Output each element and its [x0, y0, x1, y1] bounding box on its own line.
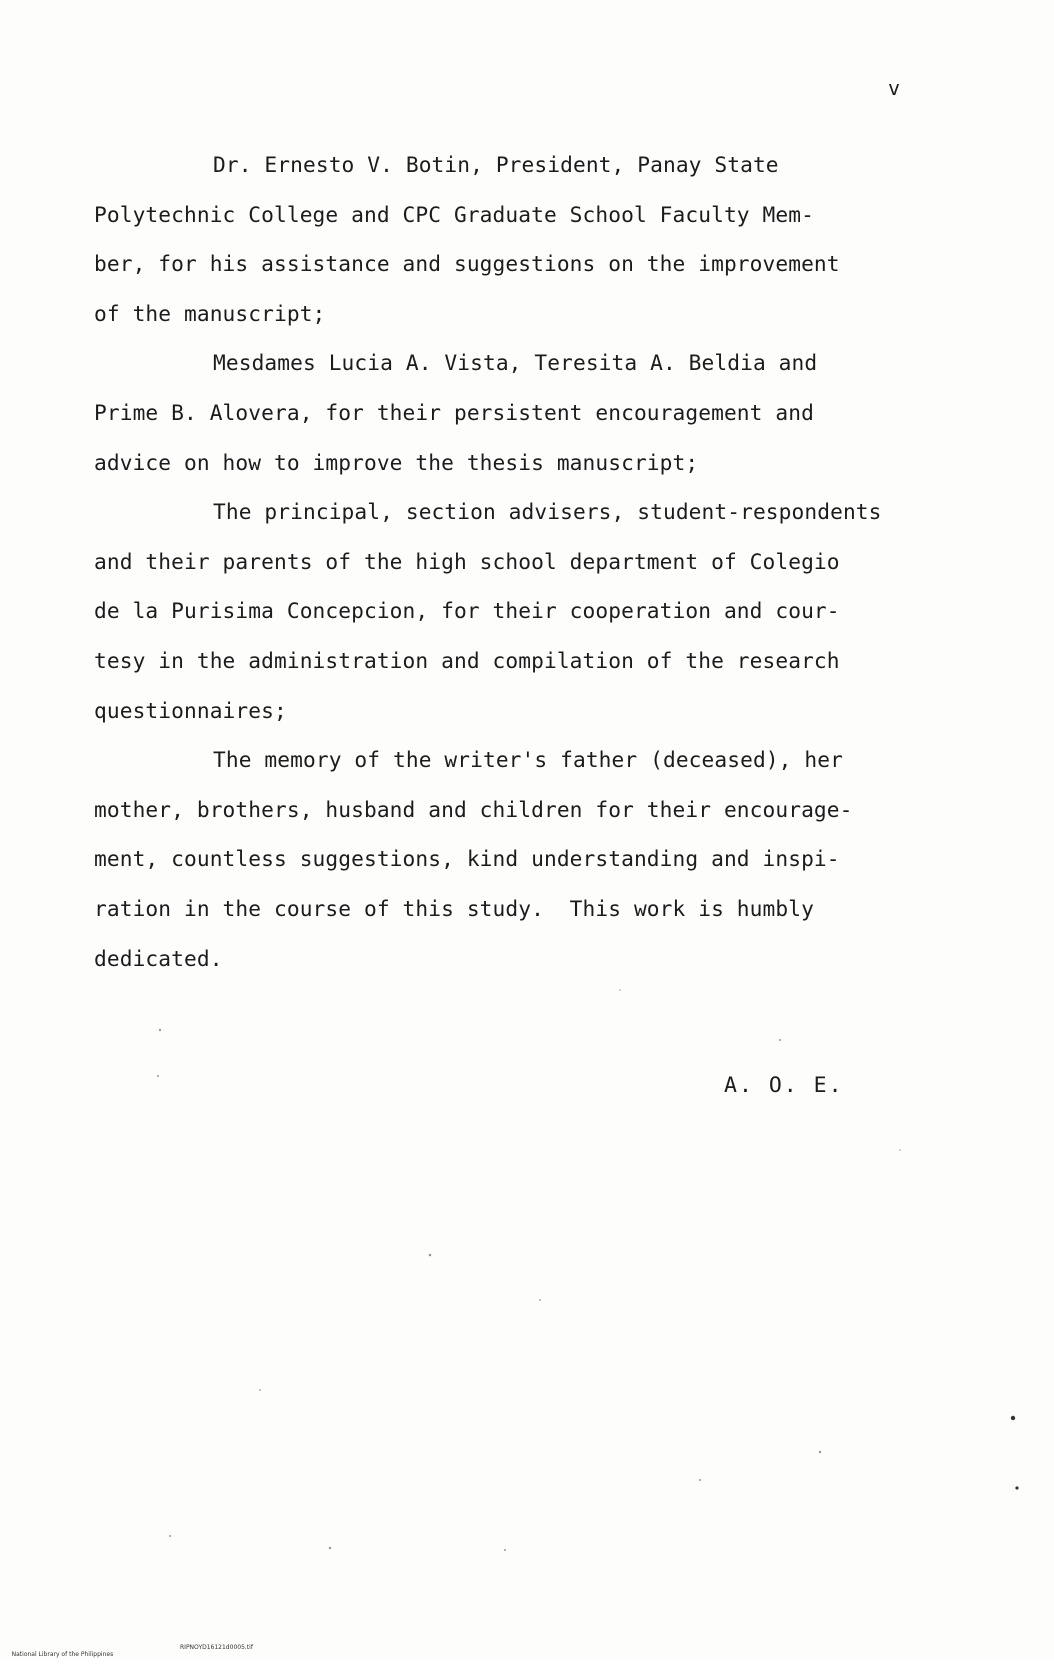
acknowledgment-body: [94, 140, 994, 983]
text-line: of the manuscript;: [94, 300, 326, 326]
text-line: tesy in the administration and compilation of the research: [94, 647, 840, 673]
text-line: questionnaires;: [94, 697, 287, 723]
text-line: and their parents of the high school department of Colegio: [94, 548, 840, 574]
page-number: v: [888, 76, 902, 100]
author-initials: A. O. E.: [724, 1073, 844, 1098]
footer-library: National Library of the Philippines: [11, 1651, 114, 1658]
text-line: ment, countless suggestions, kind understanding and inspi-: [94, 846, 840, 872]
text-line: ber, for his assistance and suggestions on the improvement: [94, 251, 840, 277]
text-line: Mesdames Lucia A. Vista, Teresita A. Beldia and: [213, 350, 818, 376]
text-line: Prime B. Alovera, for their persistent encouragement and: [94, 399, 814, 425]
text-line: Dr. Ernesto V. Botin, President, Panay State: [213, 152, 779, 177]
text-line: The principal, section advisers, student-respondents: [213, 499, 882, 525]
scan-footer: [4, 1644, 253, 1672]
text-line: The memory of the writer's father (deceased), her: [213, 747, 843, 773]
footer-file-code: RIPNOYD16121d0005.tif: [180, 1644, 253, 1651]
text-line: de la Purisima Concepcion, for their cooperation and cour-: [94, 598, 840, 624]
text-line: mother, brothers, husband and children for their encourage-: [94, 796, 853, 822]
text-line: ration in the course of this study. This work is humbly: [94, 895, 814, 921]
text-line: dedicated.: [94, 945, 223, 971]
text-line: advice on how to improve the thesis manuscript;: [94, 449, 699, 475]
text-line: Polytechnic College and CPC Graduate School Faculty Mem-: [94, 201, 814, 227]
